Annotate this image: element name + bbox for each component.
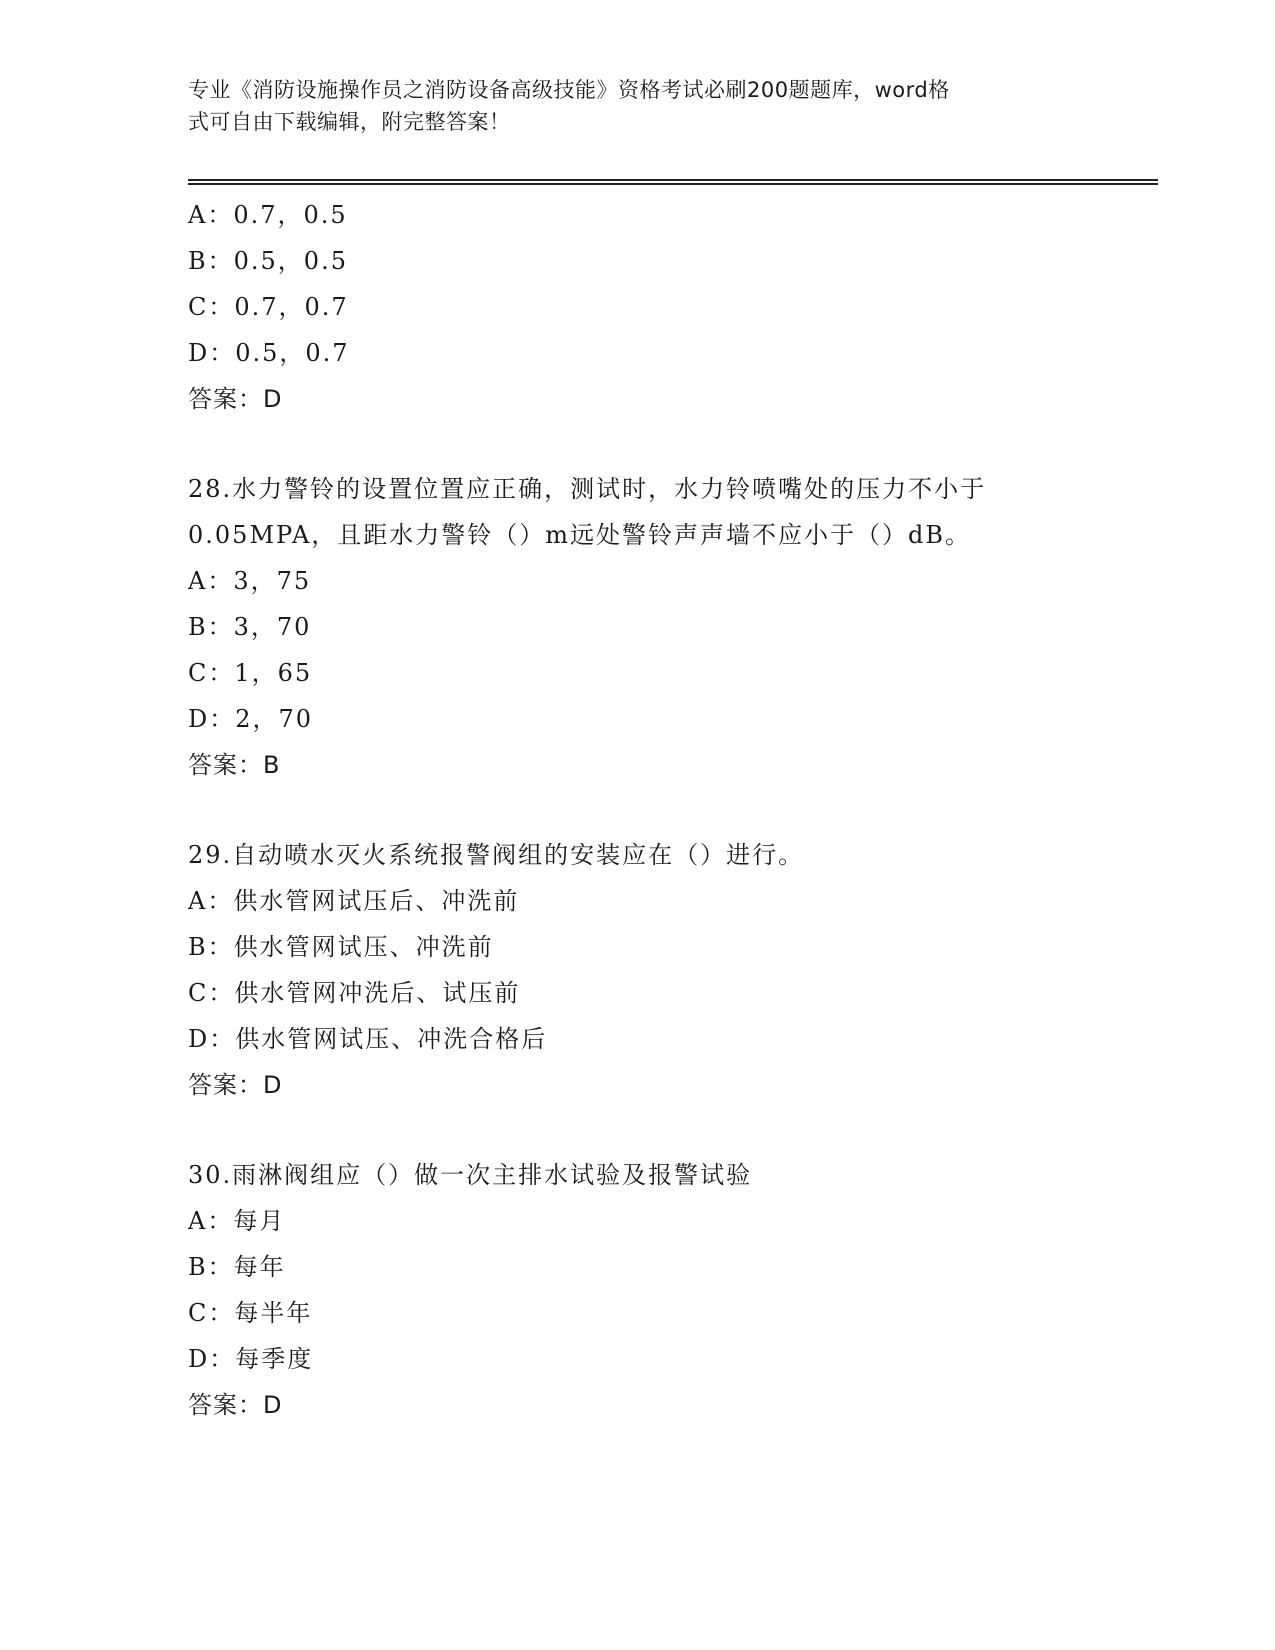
- question-stem-line-2: 0.05MPA，且距水力警铃（）m远处警铃声声墙不应小于（）dB。: [188, 521, 972, 549]
- option-d: D：供水管网试压、冲洗合格后: [188, 1025, 548, 1053]
- spacer: [188, 422, 1088, 466]
- option-b: B：供水管网试压、冲洗前: [188, 933, 494, 961]
- option-d: D：每季度: [188, 1345, 314, 1373]
- document-header: [188, 74, 1068, 138]
- question-stem-line-1: 28.水力警铃的设置位置应正确，测试时，水力铃喷嘴处的压力不小于: [188, 475, 987, 503]
- spacer: [188, 788, 1088, 832]
- option-c: C：1，65: [188, 659, 313, 687]
- option-b: B：每年: [188, 1253, 286, 1281]
- spacer: [188, 1108, 1088, 1152]
- header-divider-top: [188, 179, 1158, 181]
- answer-label: 答案：D: [188, 1071, 283, 1099]
- question-28: [188, 466, 1088, 788]
- option-d: D：2，70: [188, 705, 314, 733]
- option-c: C：0.7，0.7: [188, 293, 349, 321]
- header-line-2: 式可自由下载编辑，附完整答案！: [188, 110, 511, 134]
- header-divider-bottom: [188, 183, 1158, 185]
- option-b: B：3，70: [188, 613, 312, 641]
- answer-label: 答案：D: [188, 385, 283, 413]
- option-d: D：0.5，0.7: [188, 339, 350, 367]
- option-a: A：0.7，0.5: [188, 201, 348, 229]
- question-list: [188, 192, 1088, 1428]
- option-a: A：每月: [188, 1207, 286, 1235]
- option-b: B：0.5，0.5: [188, 247, 348, 275]
- question-30: [188, 1152, 1088, 1428]
- option-c: C：每半年: [188, 1299, 313, 1327]
- header-line-1: 专业《消防设施操作员之消防设备高级技能》资格考试必刷200题题库，word格: [188, 78, 950, 102]
- option-c: C：供水管网冲洗后、试压前: [188, 979, 521, 1007]
- answer-label: 答案：D: [188, 1391, 283, 1419]
- question-29: [188, 832, 1088, 1108]
- question-27: [188, 192, 1088, 422]
- question-stem-line-1: 29.自动喷水灭火系统报警阀组的安装应在（）进行。: [188, 841, 805, 869]
- answer-label: 答案：B: [188, 751, 281, 779]
- option-a: A：供水管网试压后、冲洗前: [188, 887, 520, 915]
- question-stem-line-1: 30.雨淋阀组应（）做一次主排水试验及报警试验: [188, 1161, 753, 1189]
- option-a: A：3，75: [188, 567, 312, 595]
